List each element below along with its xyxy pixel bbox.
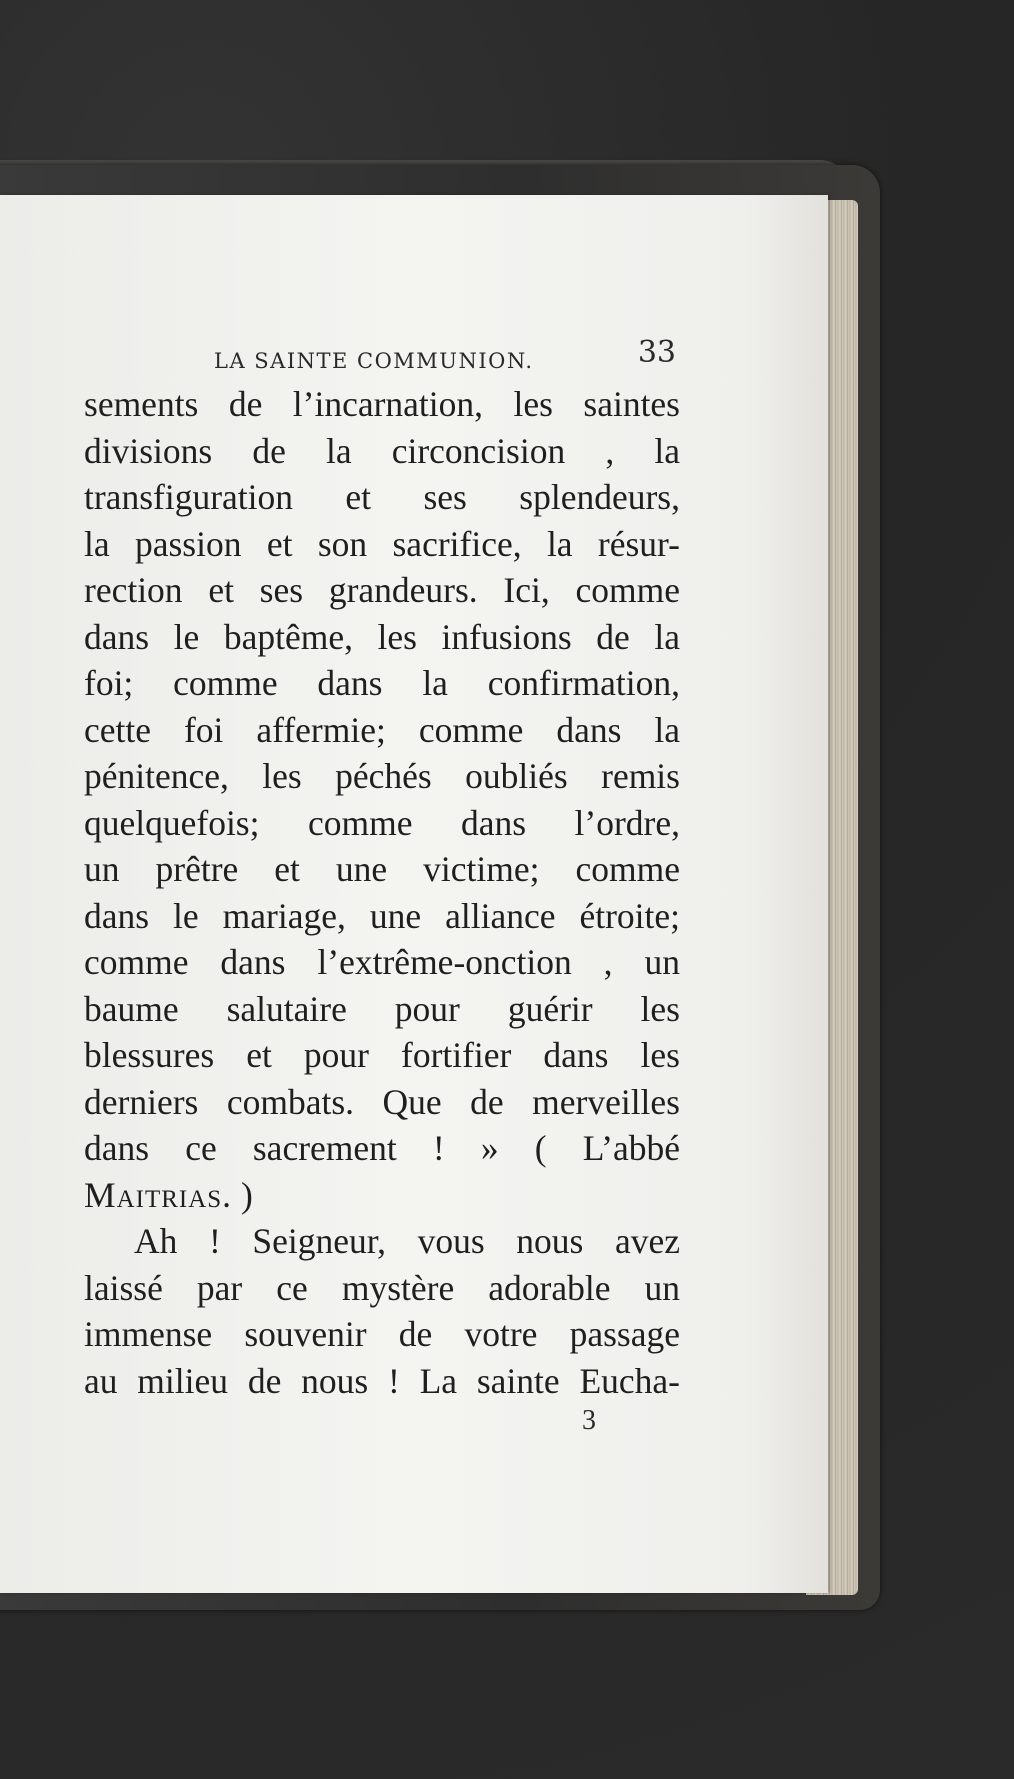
author-attribution-line (84, 1172, 680, 1219)
text-line: comme dans l’extrême-onction , un (84, 942, 680, 982)
text-line: transfiguration et ses splendeurs, (84, 477, 680, 517)
book-page (0, 195, 828, 1593)
text-line: dans ce sacrement ! » ( L’abbé (84, 1128, 680, 1168)
text-line: laissé par ce mystère adorable un (84, 1267, 680, 1308)
text-line: un prêtre et une victime; comme (84, 849, 680, 889)
text-line: rection et ses grandeurs. Ici, comme (84, 570, 680, 610)
page-content (84, 335, 680, 1404)
author-close: ) (232, 1174, 253, 1215)
body-text (84, 381, 680, 1404)
author-name: Maitrias. (84, 1174, 233, 1215)
text-line: derniers combats. Que de merveilles (84, 1081, 680, 1122)
text-line: immense souvenir de votre passage (84, 1314, 680, 1354)
text-line: quelquefois; comme dans l’ordre, (84, 802, 680, 843)
page-number: 33 (637, 335, 676, 370)
text-line: dans le baptême, les infusions de la (84, 616, 680, 657)
signature-mark: 3 (582, 1405, 596, 1436)
text-line: au milieu de nous ! La sainte Eucha- (84, 1360, 680, 1401)
text-line: pénitence, les péchés oubliés remis (84, 756, 680, 796)
text-line: divisions de la circoncision , la (84, 430, 680, 471)
text-line: sements de l’incarnation, les saintes (84, 384, 680, 424)
running-title: LA SAINTE COMMUNION. (214, 349, 534, 373)
text-line: Ah ! Seigneur, vous nous avez (134, 1221, 680, 1261)
text-line: baume salutaire pour guérir les (84, 988, 680, 1029)
running-head (84, 335, 680, 381)
text-line: foi; comme dans la confirmation, (84, 663, 680, 703)
text-line: la passion et son sacrifice, la résur- (84, 523, 680, 564)
text-line: blessures et pour fortifier dans les (84, 1035, 680, 1075)
text-line: dans le mariage, une alliance étroite; (84, 895, 680, 936)
text-line: cette foi affermie; comme dans la (84, 709, 680, 750)
